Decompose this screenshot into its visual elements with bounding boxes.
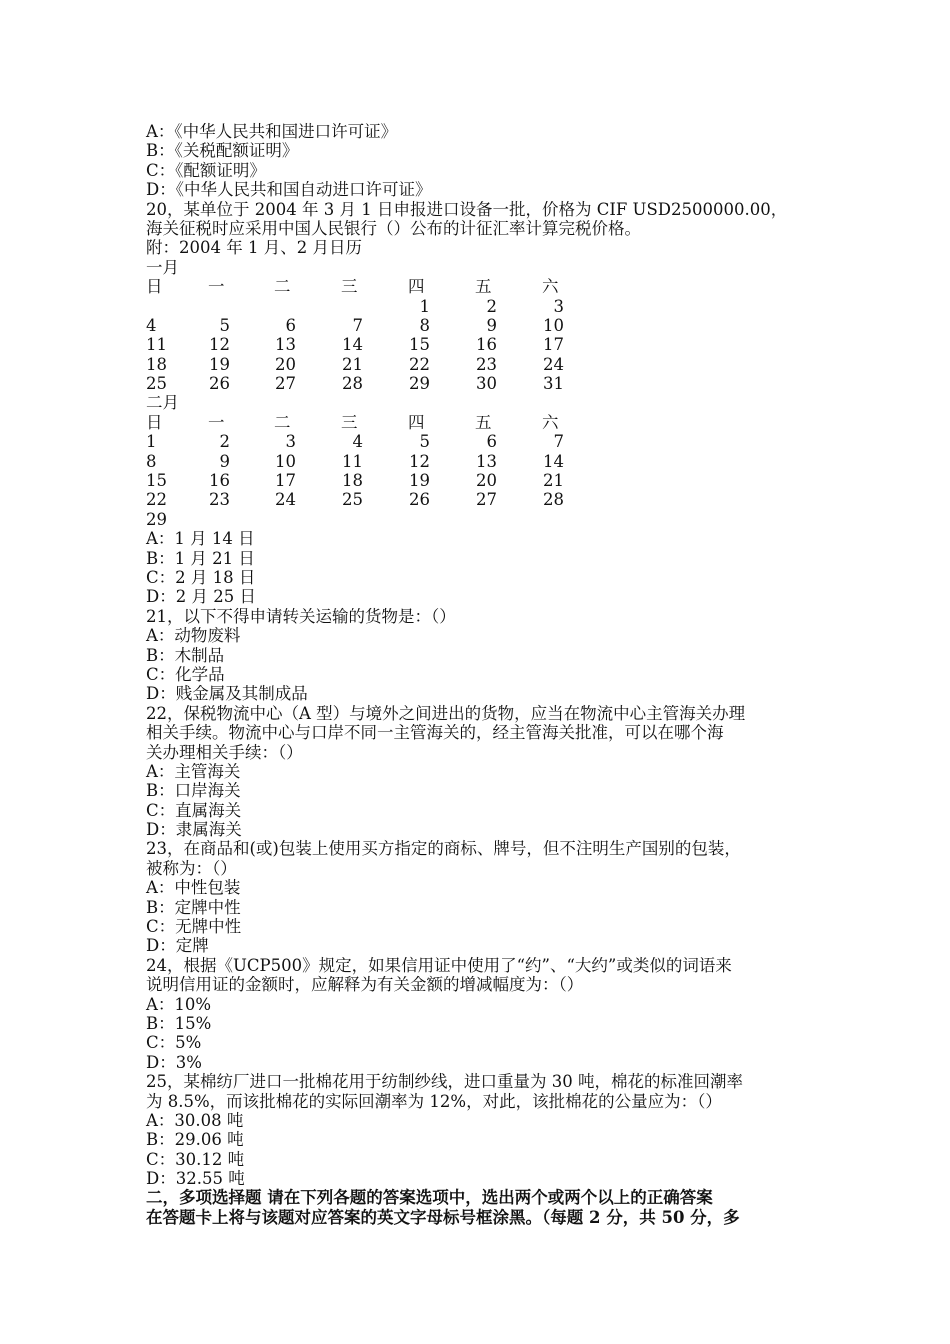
calendar-weekday: 五 bbox=[475, 412, 492, 432]
calendar-day: 18 bbox=[342, 471, 363, 491]
q23-stem: 23，在商品和(或)包装上使用买方指定的商标、牌号，但不注明生产国别的包装， bbox=[146, 839, 741, 859]
q21-option: A：动物废料 bbox=[146, 626, 241, 646]
calendar-day: 24 bbox=[275, 490, 296, 510]
q25-option: B：29.06 吨 bbox=[146, 1130, 244, 1150]
calendar-day: 11 bbox=[146, 335, 167, 355]
calendar-section bbox=[146, 258, 816, 529]
q24-stem: 说明信用证的金额时，应解释为有关金额的增减幅度为：（） bbox=[146, 975, 584, 995]
calendar-weekday: 日 bbox=[146, 277, 163, 297]
calendar-day: 10 bbox=[543, 315, 564, 335]
calendar-day: 12 bbox=[409, 451, 430, 471]
calendar-day: 9 bbox=[486, 315, 497, 335]
calendar-day: 17 bbox=[543, 335, 564, 355]
q20-attachment-note: 附：2004 年 1 月、2 月日历 bbox=[146, 238, 362, 258]
q20-stem: 20，某单位于 2004 年 3 月 1 日申报进口设备一批，价格为 CIF USD2500000.00， bbox=[146, 199, 788, 219]
calendar-weekday: 一 bbox=[208, 412, 225, 432]
q20-option: C：2 月 18 日 bbox=[146, 567, 256, 587]
q21-option: D：贱金属及其制成品 bbox=[146, 684, 308, 704]
calendar-weekday: 六 bbox=[542, 277, 559, 297]
calendar-day: 19 bbox=[209, 354, 230, 374]
calendar-weekday-row bbox=[146, 413, 816, 432]
calendar-month-label: 一月 bbox=[146, 257, 179, 277]
calendar-day: 23 bbox=[209, 490, 230, 510]
calendar-day: 26 bbox=[409, 490, 430, 510]
document-page bbox=[146, 122, 816, 1227]
calendar-day: 8 bbox=[419, 315, 430, 335]
calendar-day: 10 bbox=[275, 451, 296, 471]
calendar-week-row bbox=[146, 490, 816, 509]
calendar-day: 20 bbox=[275, 354, 296, 374]
calendar-day: 27 bbox=[476, 490, 497, 510]
q23-option: C：无牌中性 bbox=[146, 917, 242, 937]
calendar-day: 22 bbox=[409, 354, 430, 374]
calendar-day: 13 bbox=[275, 335, 296, 355]
q24-stem: 24，根据《UCP500》规定，如果信用证中使用了“约”、“大约”或类似的词语来 bbox=[146, 955, 732, 975]
q21-option: B：木制品 bbox=[146, 645, 225, 665]
calendar-day: 6 bbox=[486, 432, 497, 452]
q19-option: A：《中华人民共和国进口许可证》 bbox=[146, 122, 398, 141]
q22-stem: 相关手续。物流中心与口岸不同一主管海关的，经主管海关批准，可以在哪个海 bbox=[146, 723, 724, 743]
calendar-week-row bbox=[146, 355, 816, 374]
calendar-day: 27 bbox=[275, 374, 296, 394]
calendar-day: 7 bbox=[553, 432, 564, 452]
calendar-day: 1 bbox=[419, 296, 430, 316]
calendar-day: 28 bbox=[342, 374, 363, 394]
calendar-weekday: 日 bbox=[146, 412, 163, 432]
calendar-day: 5 bbox=[219, 315, 230, 335]
q24-option: B：15% bbox=[146, 1013, 212, 1033]
calendar-weekday: 三 bbox=[341, 277, 358, 297]
section-2-instructions: 在答题卡上将与该题对应答案的英文字母标号框涂黑。（每题 2 分，共 50 分，多 bbox=[146, 1207, 740, 1227]
calendar-day: 8 bbox=[146, 451, 157, 471]
q25-option: A：30.08 吨 bbox=[146, 1110, 244, 1130]
calendar-week-row bbox=[146, 374, 816, 393]
calendar-day: 29 bbox=[409, 374, 430, 394]
calendar-day: 7 bbox=[352, 315, 363, 335]
q24-option: C：5% bbox=[146, 1033, 202, 1053]
calendar-day: 24 bbox=[543, 354, 564, 374]
calendar-weekday: 四 bbox=[408, 412, 425, 432]
calendar-day: 4 bbox=[352, 432, 363, 452]
calendar-weekday: 四 bbox=[408, 277, 425, 297]
calendar-day: 26 bbox=[209, 374, 230, 394]
calendar-month-label: 二月 bbox=[146, 393, 179, 413]
q23-option: A：中性包装 bbox=[146, 878, 241, 898]
calendar-day: 19 bbox=[409, 471, 430, 491]
calendar-day: 17 bbox=[275, 471, 296, 491]
q22-option: B：口岸海关 bbox=[146, 781, 241, 801]
calendar-weekday: 五 bbox=[475, 277, 492, 297]
calendar-day: 15 bbox=[409, 335, 430, 355]
calendar-day: 28 bbox=[543, 490, 564, 510]
calendar-week-row bbox=[146, 316, 816, 335]
calendar-day: 3 bbox=[553, 296, 564, 316]
section-2-heading: 二，多项选择题 请在下列各题的答案选项中，选出两个或两个以上的正确答案 bbox=[146, 1188, 713, 1208]
calendar-day: 16 bbox=[209, 471, 230, 491]
calendar-day: 5 bbox=[419, 432, 430, 452]
q22-stem: 22，保税物流中心（A 型）与境外之间进出的货物，应当在物流中心主管海关办理 bbox=[146, 703, 746, 723]
calendar-weekday-row bbox=[146, 277, 816, 296]
q20-option: D：2 月 25 日 bbox=[146, 587, 256, 607]
calendar-week-row bbox=[146, 452, 816, 471]
calendar-weekday: 六 bbox=[542, 412, 559, 432]
calendar-week-row bbox=[146, 432, 816, 451]
q21-option: C：化学品 bbox=[146, 664, 225, 684]
calendar-day: 2 bbox=[486, 296, 497, 316]
calendar-day: 23 bbox=[476, 354, 497, 374]
calendar-day: 25 bbox=[342, 490, 363, 510]
calendar-day: 20 bbox=[476, 471, 497, 491]
calendar-day: 9 bbox=[219, 451, 230, 471]
calendar-day: 18 bbox=[146, 354, 167, 374]
q25-option: D：32.55 吨 bbox=[146, 1169, 245, 1189]
calendar-day: 11 bbox=[342, 451, 363, 471]
calendar-day: 31 bbox=[543, 374, 564, 394]
calendar-day: 12 bbox=[209, 335, 230, 355]
calendar-day: 30 bbox=[476, 374, 497, 394]
calendar-week-row bbox=[146, 471, 816, 490]
q22-option: A：主管海关 bbox=[146, 761, 241, 781]
q23-stem: 被称为：（） bbox=[146, 858, 237, 878]
calendar-week-row bbox=[146, 510, 816, 529]
calendar-day: 1 bbox=[146, 432, 157, 452]
q21-stem: 21，以下不得申请转关运输的货物是：（） bbox=[146, 606, 456, 626]
q20-stem: 海关征税时应采用中国人民银行（）公布的计征汇率计算完税价格。 bbox=[146, 218, 641, 238]
calendar-week-row bbox=[146, 297, 816, 316]
q19-option: B：《关税配额证明》 bbox=[146, 141, 299, 161]
q23-option: D：定牌 bbox=[146, 936, 209, 956]
calendar-day: 14 bbox=[543, 451, 564, 471]
q19-option: C：《配额证明》 bbox=[146, 160, 266, 180]
calendar-day: 22 bbox=[146, 490, 167, 510]
calendar-day: 14 bbox=[342, 335, 363, 355]
calendar-day: 13 bbox=[476, 451, 497, 471]
q22-option: D：隶属海关 bbox=[146, 820, 242, 840]
q25-option: C：30.12 吨 bbox=[146, 1149, 245, 1169]
calendar-day: 2 bbox=[219, 432, 230, 452]
q24-option: D：3% bbox=[146, 1052, 202, 1072]
q24-option: A：10% bbox=[146, 994, 212, 1014]
q20-option: B：1 月 21 日 bbox=[146, 548, 255, 568]
calendar-day: 29 bbox=[146, 509, 167, 529]
q25-stem: 25，某棉纺厂进口一批棉花用于纺制纱线，进口重量为 30 吨，棉花的标准回潮率 bbox=[146, 1072, 743, 1092]
calendar-day: 21 bbox=[543, 471, 564, 491]
calendar-day: 16 bbox=[476, 335, 497, 355]
q19-option: D：《中华人民共和国自动进口许可证》 bbox=[146, 180, 432, 200]
q20-option: A：1 月 14 日 bbox=[146, 529, 255, 549]
calendar-weekday: 一 bbox=[208, 277, 225, 297]
calendar-day: 6 bbox=[285, 315, 296, 335]
calendar-day: 4 bbox=[146, 315, 157, 335]
q22-option: C：直属海关 bbox=[146, 800, 242, 820]
calendar-weekday: 二 bbox=[274, 412, 291, 432]
calendar-weekday: 三 bbox=[341, 412, 358, 432]
calendar-day: 3 bbox=[285, 432, 296, 452]
calendar-day: 21 bbox=[342, 354, 363, 374]
calendar-day: 25 bbox=[146, 374, 167, 394]
calendar-weekday: 二 bbox=[274, 277, 291, 297]
calendar-day: 15 bbox=[146, 471, 167, 491]
calendar-week-row bbox=[146, 335, 816, 354]
q23-option: B：定牌中性 bbox=[146, 897, 241, 917]
q25-stem: 为 8.5%，而该批棉花的实际回潮率为 12%，对此，该批棉花的公量应为：（） bbox=[146, 1091, 722, 1111]
q22-stem: 关办理相关手续：（） bbox=[146, 742, 303, 762]
